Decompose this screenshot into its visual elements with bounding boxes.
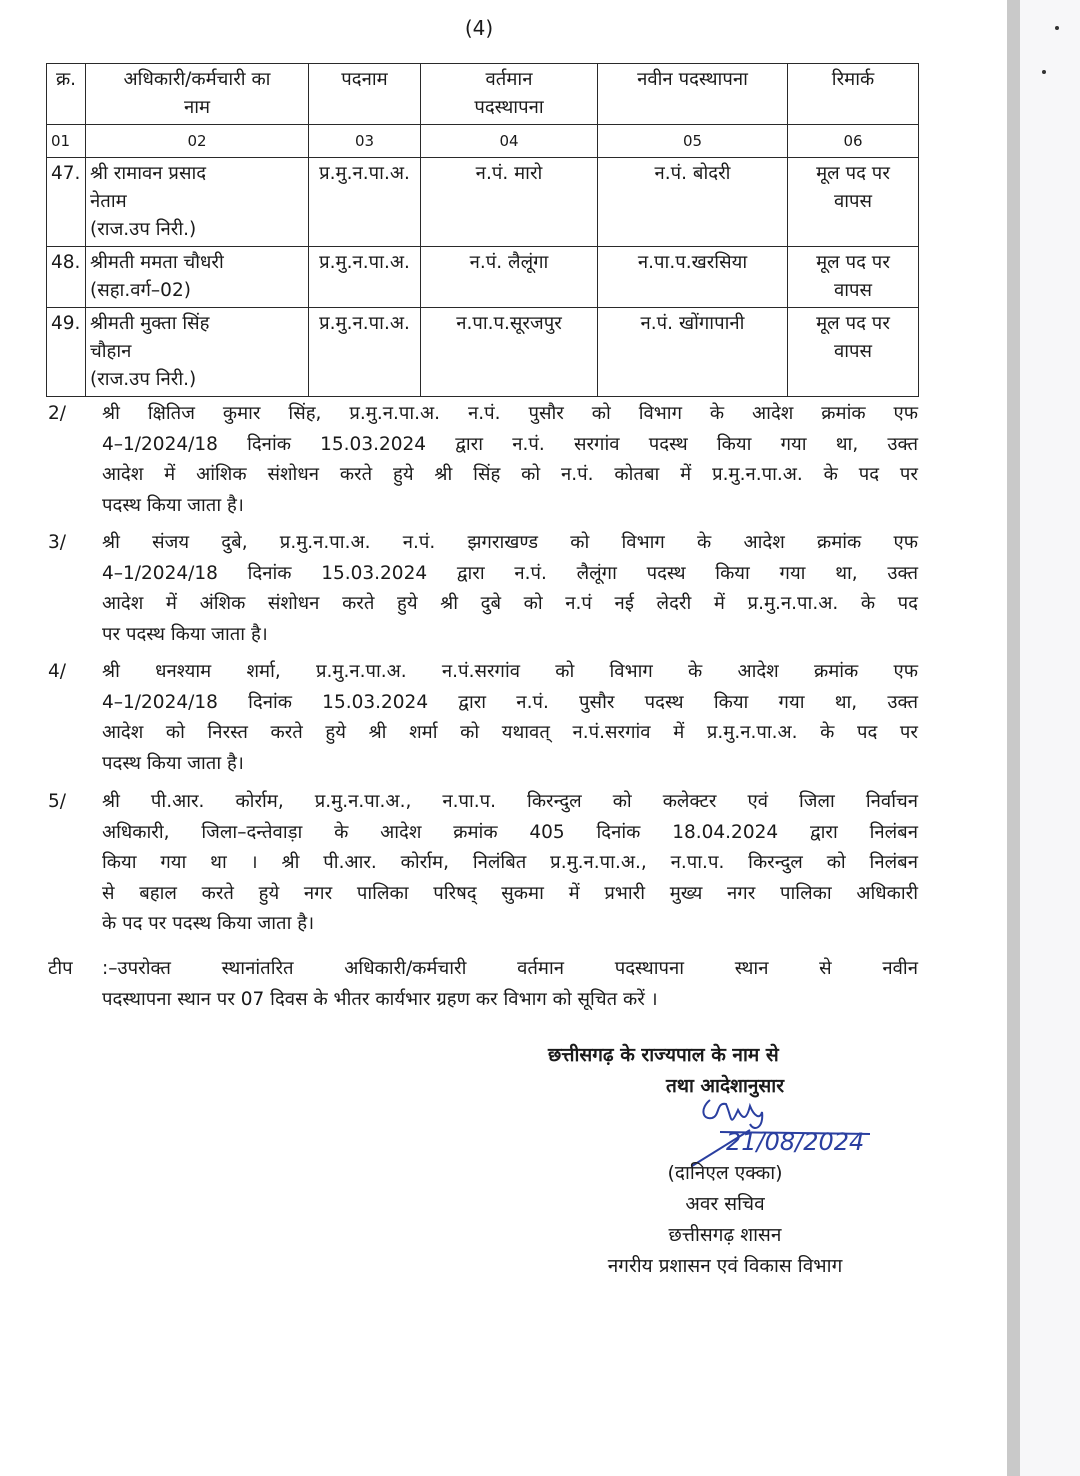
note-line: पदस्थापना स्थान पर 07 दिवस के भीतर कार्यभार ग्रहण कर विभाग को सूचित करें । [102,988,658,1010]
header-designation: पदनाम [309,64,421,125]
name-line: (राज.उप निरी.) [90,369,197,390]
signatory-department: नगरीय प्रशासन एवं विकास विभाग [607,1255,843,1277]
paragraph-body [102,657,918,779]
current-posting-cell: न.पं. लैलूंगा [421,247,598,308]
table-row [47,158,919,247]
paragraph-line: पर पदस्थ किया जाता है। [102,623,268,645]
paragraph-body [102,787,918,940]
name-line: (सहा.वर्ग–02) [90,280,191,301]
page-margin [1020,0,1080,1476]
paragraph-line: के पद पर पदस्थ किया जाता है। [102,913,315,934]
remark-line: वापस [833,280,873,301]
paragraph-2 [48,399,918,521]
page-number: (4) [464,16,494,40]
paragraph-line: पदस्थ किया जाता है। [102,752,244,774]
remark-line: वापस [833,341,873,362]
signatory-block [530,1158,920,1282]
remark-cell [788,308,919,397]
remark-line: मूल पद पर [816,313,890,334]
header-serial: क्र. [47,64,86,125]
paragraph-line: पदस्थ किया जाता है। [102,494,244,516]
name-line: श्री रामावन प्रसाद [90,163,207,184]
header-current-line: वर्तमान [485,69,533,90]
paragraph-line: 4–1/2024/18 दिनांक 15.03.2024 द्वारा न.पं. पुसौर पदस्थ किया गया था, उक्त [102,691,918,713]
authority-line-1: छत्तीसगढ़ के राज्यपाल के नाम से [548,1044,779,1066]
scan-speck [1055,26,1059,30]
scan-speck [1042,70,1046,74]
column-number: 06 [788,125,919,158]
paragraph-number: 2/ [48,403,67,424]
name-line: श्रीमती ममता चौधरी [90,252,224,273]
note-label: टीप [48,958,73,979]
paragraph-line: आदेश में आंशिक संशोधन करते हुये श्री सिंह को न.पं. कोतबा में प्र.मु.न.पा.अ. के पद पर [102,464,918,485]
serial-cell: 47. [47,158,86,247]
header-name [86,64,309,125]
new-posting-cell: न.पं. खोंगापानी [598,308,788,397]
paragraph-number: 5/ [48,791,67,812]
serial-cell: 49. [47,308,86,397]
paragraph-line: श्री संजय दुबे, प्र.मु.न.पा.अ. न.पं. झगराखण्ड को विभाग के आदेश क्रमांक एफ [102,532,918,553]
paragraph-line: आदेश को निरस्त करते हुये श्री शर्मा को यथावत् न.पं.सरगांव में प्र.मु.न.पा.अ. के पद पर [102,722,918,743]
remark-line: मूल पद पर [816,163,890,184]
table-row [47,247,919,308]
signatory-government: छत्तीसगढ़ शासन [668,1224,782,1246]
paragraph-line: आदेश में अंशिक संशोधन करते हुये श्री दुबे को न.पं नई लेदरी में प्र.मु.न.पा.अ. के पद [102,593,918,614]
paragraph-line: किया गया था । श्री पी.आर. कोर्राम, निलंबित प्र.मु.न.पा.अ., न.पा.प. किरन्दुल को निलंबन [102,852,918,873]
signature-date: 21/08/2024 [726,1128,865,1156]
name-cell [86,158,309,247]
header-current-line: पदस्थापना [474,97,544,118]
designation-cell: प्र.मु.न.पा.अ. [309,158,421,247]
header-name-line: नाम [183,97,211,118]
new-posting-cell: न.पं. बोदरी [598,158,788,247]
name-line: चौहान [90,341,132,362]
designation-cell: प्र.मु.न.पा.अ. [309,247,421,308]
paragraph-4 [48,657,918,779]
note [48,954,918,1015]
signatory-name: (दानिएल एक्का) [667,1162,783,1184]
column-number: 04 [421,125,598,158]
header-new-posting: नवीन पदस्थापना [598,64,788,125]
paragraph-number: 3/ [48,532,67,553]
handwritten-signature [690,1088,880,1168]
note-body [102,954,918,1015]
table-header-row [47,64,919,125]
name-cell [86,308,309,397]
header-current-posting [421,64,598,125]
column-number: 03 [309,125,421,158]
new-posting-cell: न.पा.प.खरसिया [598,247,788,308]
header-remark: रिमार्क [788,64,919,125]
authority-line-2: तथा आदेशानुसार [666,1075,784,1097]
paragraph-line: 4–1/2024/18 दिनांक 15.03.2024 द्वारा न.पं. सरगांव पदस्थ किया गया था, उक्त [102,433,918,455]
designation-cell: प्र.मु.न.पा.अ. [309,308,421,397]
name-line: (राज.उप निरी.) [90,219,197,240]
paragraph-line: अधिकारी, जिला–दन्तेवाड़ा के आदेश क्रमांक 405 दिनांक 18.04.2024 द्वारा निलंबन [102,821,918,843]
name-cell [86,247,309,308]
serial-cell: 48. [47,247,86,308]
remark-line: मूल पद पर [816,252,890,273]
column-number: 01 [47,125,86,158]
name-line: श्रीमती मुक्ता सिंह [90,313,210,334]
name-line: नेताम [90,191,127,212]
paragraph-line: से बहाल करते हुये नगर पालिका परिषद् सुकमा में प्रभारी मुख्य नगर पालिका अधिकारी [102,882,918,904]
header-name-line: अधिकारी/कर्मचारी का [123,69,271,90]
remark-line: वापस [833,191,873,212]
column-number-row [47,125,919,158]
paragraph-body [102,399,918,521]
table-row [47,308,919,397]
column-number: 02 [86,125,309,158]
signatory-designation: अवर सचिव [685,1193,765,1215]
note-line: :–उपरोक्त स्थानांतरित अधिकारी/कर्मचारी वर्तमान पदस्थापना स्थान से नवीन [102,958,918,979]
transfer-table [46,63,919,397]
remark-cell [788,158,919,247]
paragraph-line: 4–1/2024/18 दिनांक 15.03.2024 द्वारा न.पं. लैलूंगा पदस्थ किया गया था, उक्त [102,562,918,584]
paragraph-line: श्री धनश्याम शर्मा, प्र.मु.न.पा.अ. न.पं.सरगांव को विभाग के आदेश क्रमांक एफ [102,661,918,682]
paragraph-number: 4/ [48,661,67,682]
page-edge-shadow [1007,0,1020,1476]
column-number: 05 [598,125,788,158]
paragraph-3 [48,528,918,650]
paragraph-line: श्री क्षितिज कुमार सिंह, प्र.मु.न.पा.अ. न.पं. पुसौर को विभाग के आदेश क्रमांक एफ [102,403,918,424]
current-posting-cell: न.पं. मारो [421,158,598,247]
paragraph-body [102,528,918,650]
paragraph-5 [48,787,918,940]
paragraph-line: श्री पी.आर. कोर्राम, प्र.मु.न.पा.अ., न.पा.प. किरन्दुल को कलेक्टर एवं जिला निर्वाचन [102,791,918,812]
remark-cell [788,247,919,308]
current-posting-cell: न.पा.प.सूरजपुर [421,308,598,397]
